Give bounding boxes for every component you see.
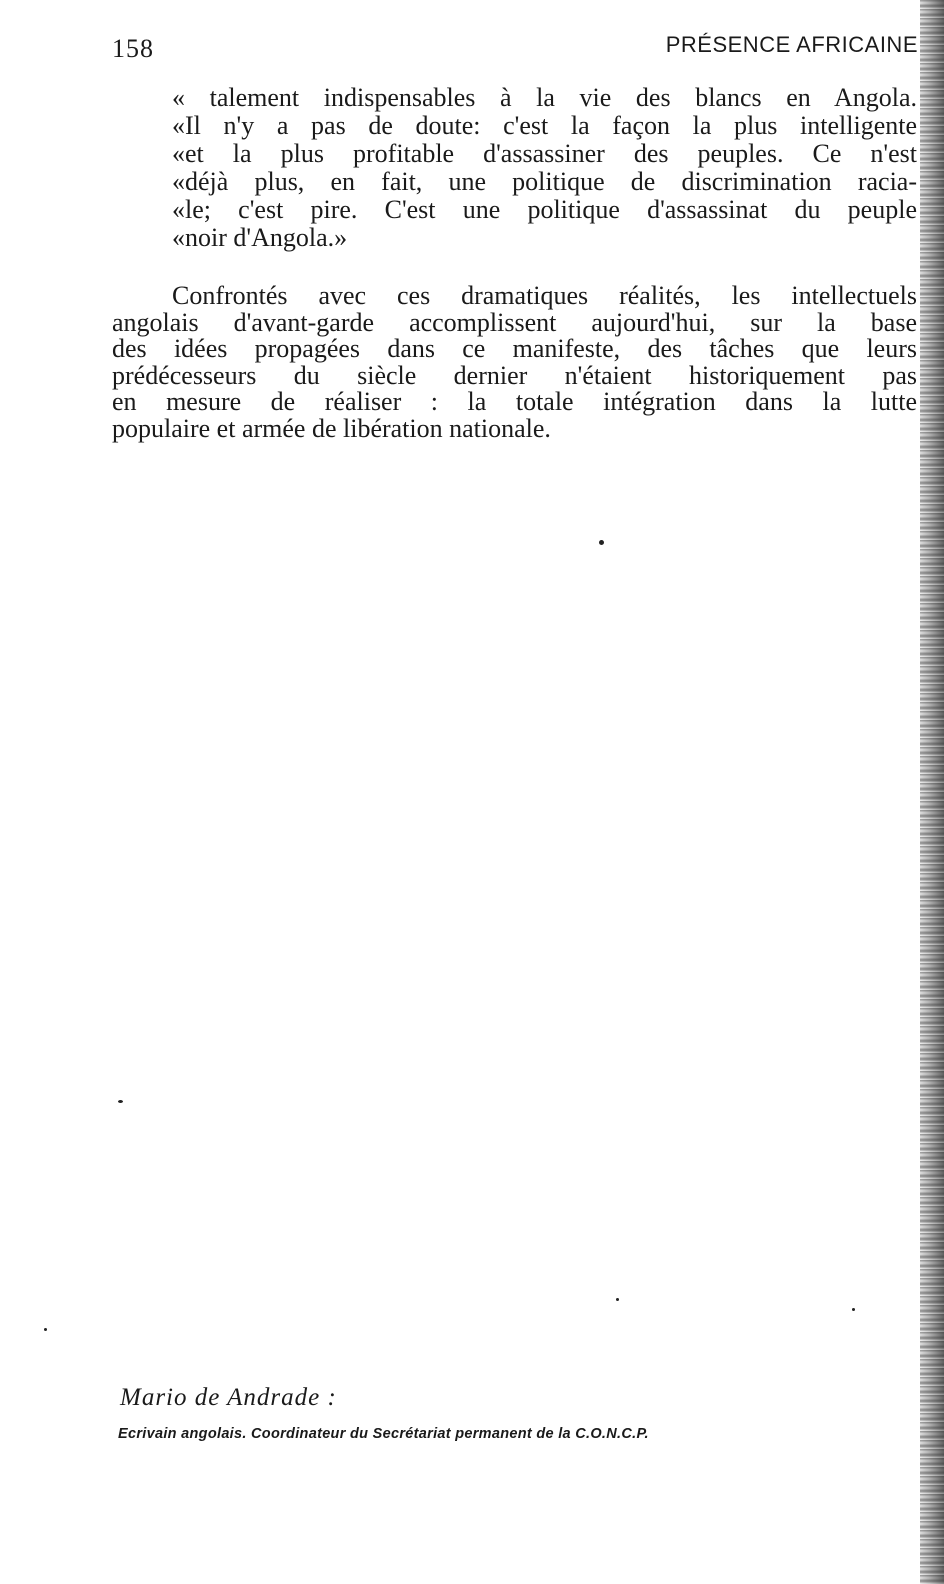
paragraph-line: en mesure de réaliser : la totale intégration dans la lutte — [112, 387, 917, 416]
paragraph-line: prédécesseurs du siècle dernier n'étaient historiquement pas — [112, 360, 917, 390]
author-affiliation: Ecrivain angolais. Coordinateur du Secrétariat permanent de la C.O.N.C.P. — [118, 1426, 649, 1442]
paragraph-line: Confrontés avec ces dramatiques réalités, les intellectuels — [172, 281, 917, 310]
page-number: 158 — [112, 34, 154, 63]
body-paragraph — [112, 283, 917, 442]
quote-line: «Il n'y a pas de doute: c'est la façon la plus intelligente — [172, 111, 917, 140]
page-header — [0, 28, 944, 68]
scan-speck — [599, 540, 604, 545]
scan-speck — [616, 1298, 619, 1301]
paragraph-line: angolais d'avant-garde accomplissent aujourd'hui, sur la base — [112, 307, 917, 337]
quote-line: «déjà plus, en fait, une politique de discrimination racia- — [172, 167, 917, 196]
scan-speck — [44, 1328, 47, 1331]
running-title: PRÉSENCE AFRICAINE — [665, 32, 918, 57]
scan-speck — [852, 1308, 855, 1311]
paragraph-line: populaire et armée de libération nationale. — [112, 413, 551, 443]
quote-line: «noir d'Angola.» — [172, 223, 348, 252]
quoted-passage — [172, 84, 917, 252]
quote-line: « talement indispensables à la vie des blancs en Angola. — [172, 83, 917, 112]
scan-edge-shadow — [920, 0, 944, 1584]
author-name: Mario de Andrade : — [120, 1384, 337, 1411]
quote-line: «et la plus profitable d'assassiner des peuples. Ce n'est — [172, 139, 917, 168]
quote-line: «le; c'est pire. C'est une politique d'assassinat du peuple — [172, 195, 917, 224]
scan-speck — [118, 1100, 123, 1103]
paragraph-line: des idées propagées dans ce manifeste, des tâches que leurs — [112, 334, 917, 363]
